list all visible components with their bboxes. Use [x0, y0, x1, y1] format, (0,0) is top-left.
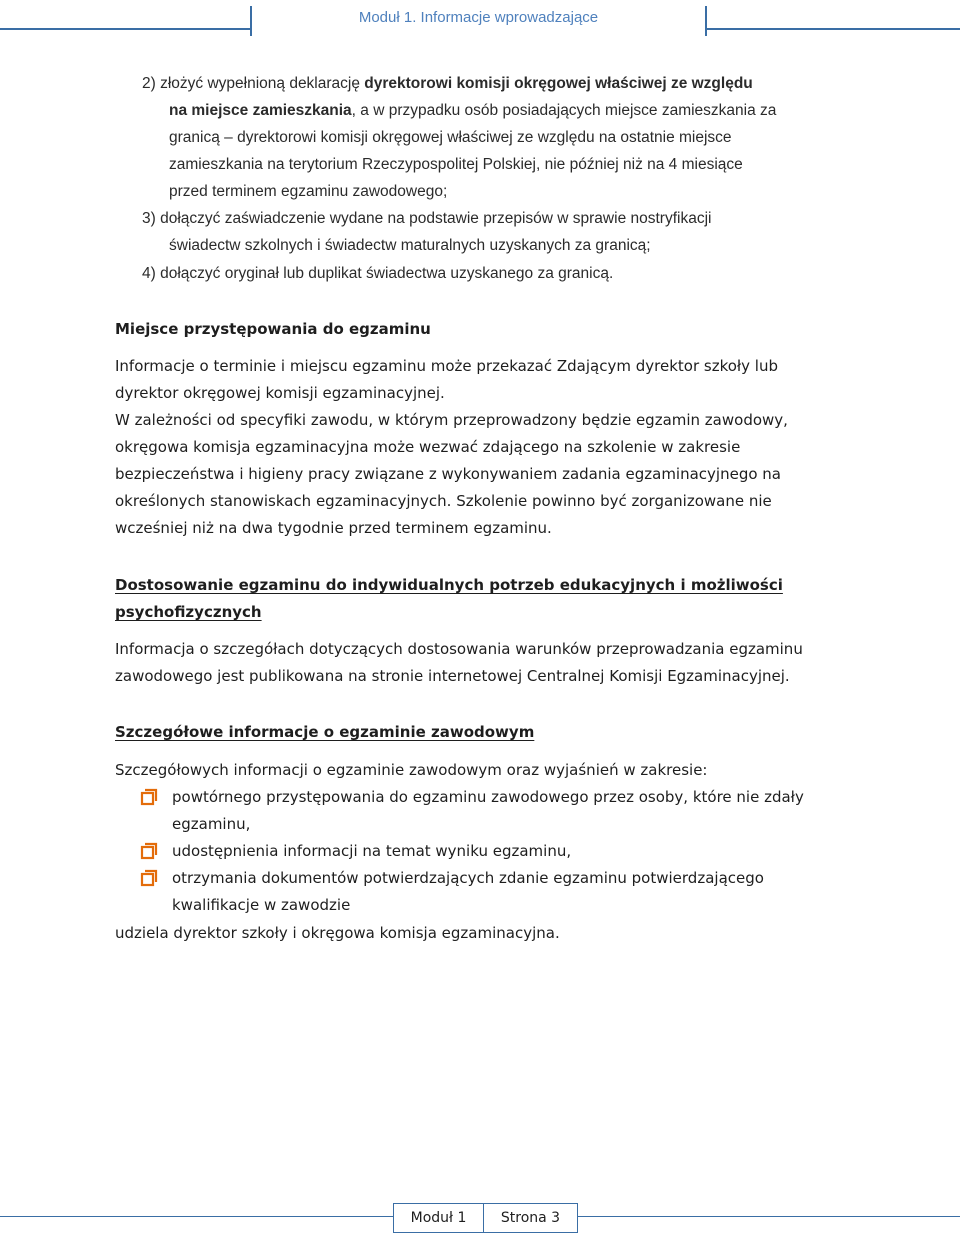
- details-bullet3-line2: kwalifikacje w zawodzie: [172, 896, 351, 914]
- item2-line5: przed terminem egzaminu zawodowego;: [169, 183, 448, 200]
- checkbox-square-icon: [139, 787, 159, 807]
- adapt-p-line1: Informacja o szczegółach dotyczących dostosowania warunków przeprowadzania egzaminu: [115, 640, 803, 658]
- place-p2-line4: określonych stanowiskach egzaminacyjnych. Szkolenie powinno być zorganizowane nie: [115, 492, 772, 510]
- item2-line3: granicą – dyrektorowi komisji okręgowej właściwej ze względu na ostatnie miejsce: [169, 129, 732, 146]
- item2-emphasis: dyrektorowi komisji okręgowej właściwej ze względu: [364, 75, 753, 92]
- place-p1-line2: dyrektor okręgowej komisji egzaminacyjnej.: [115, 384, 445, 402]
- item4-line1: 4) dołączyć oryginał lub duplikat świadectwa uzyskanego za granicą.: [142, 265, 614, 282]
- details-bullet1-line2: egzaminu,: [172, 815, 251, 833]
- item2-line4: zamieszkania na terytorium Rzeczypospolitej Polskiej, nie później niż na 4 miesiące: [169, 156, 743, 173]
- item3-line2: świadectw szkolnych i świadectw maturalnych uzyskanych za granicą;: [169, 237, 651, 254]
- checkbox-square-icon: [139, 841, 159, 861]
- item2-line2: [169, 101, 776, 121]
- section-heading-adapt-line2: psychofizycznych: [115, 603, 262, 621]
- footer-rule-left: [0, 1216, 393, 1217]
- header-rule-right: [707, 28, 960, 30]
- section-heading-place: Miejsce przystępowania do egzaminu: [115, 320, 431, 338]
- checkbox-square-icon: [139, 868, 159, 888]
- item2-text: 2) złożyć wypełnioną deklarację: [142, 75, 365, 92]
- details-bullet3-line1: otrzymania dokumentów potwierdzających zdanie egzaminu potwierdzającego: [172, 869, 764, 887]
- place-p2-line5: wcześniej niż na dwa tygodnie przed terminem egzaminu.: [115, 519, 552, 537]
- footer-module: Moduł 1: [393, 1203, 484, 1233]
- section-heading-adapt-line1: Dostosowanie egzaminu do indywidualnych potrzeb edukacyjnych i możliwości: [115, 576, 783, 594]
- header-rule-left: [0, 28, 250, 30]
- section-heading-details: Szczegółowe informacje o egzaminie zawodowym: [115, 723, 535, 741]
- details-intro: Szczegółowych informacji o egzaminie zawodowym oraz wyjaśnień w zakresie:: [115, 761, 708, 779]
- place-p2-line2: okręgowa komisja egzaminacyjna może wezwać zdającego na szkolenie w zakresie: [115, 438, 741, 456]
- details-closing: udziela dyrektor szkoły i okręgowa komisja egzaminacyjna.: [115, 924, 560, 942]
- header-title: Moduł 1. Informacje wprowadzające: [358, 9, 599, 26]
- adapt-p-line2: zawodowego jest publikowana na stronie internetowej Centralnej Komisji Egzaminacyjnej.: [115, 667, 790, 685]
- place-p1-line1: [115, 356, 845, 376]
- details-bullet1-line1: powtórnego przystępowania do egzaminu zawodowego przez osoby, które nie zdały: [172, 788, 804, 806]
- item2-text-2: , a w przypadku osób posiadających miejsce zamieszkania za: [351, 102, 777, 119]
- item3-line1: 3) dołączyć zaświadczenie wydane na podstawie przepisów w sprawie nostryfikacji: [142, 210, 712, 227]
- footer-rule-right: [578, 1216, 960, 1217]
- item2-emphasis-2: na miejsce zamieszkania: [169, 102, 352, 119]
- place-p2-line1: W zależności od specyfiki zawodu, w którym przeprowadzony będzie egzamin zawodowy,: [115, 411, 788, 429]
- footer-page-number: Strona 3: [484, 1203, 578, 1233]
- details-bullet2-line1: udostępnienia informacji na temat wyniku egzaminu,: [172, 842, 572, 860]
- place-p1-line1-text: Informacje o terminie i miejscu egzaminu może przekazać Zdającym dyrektor szkoły lub: [115, 357, 779, 375]
- item2-line1: [142, 74, 753, 94]
- place-p2-line3: bezpieczeństwa i higieny pracy związane z wykonywaniem zadania egzaminacyjnego na: [115, 465, 781, 483]
